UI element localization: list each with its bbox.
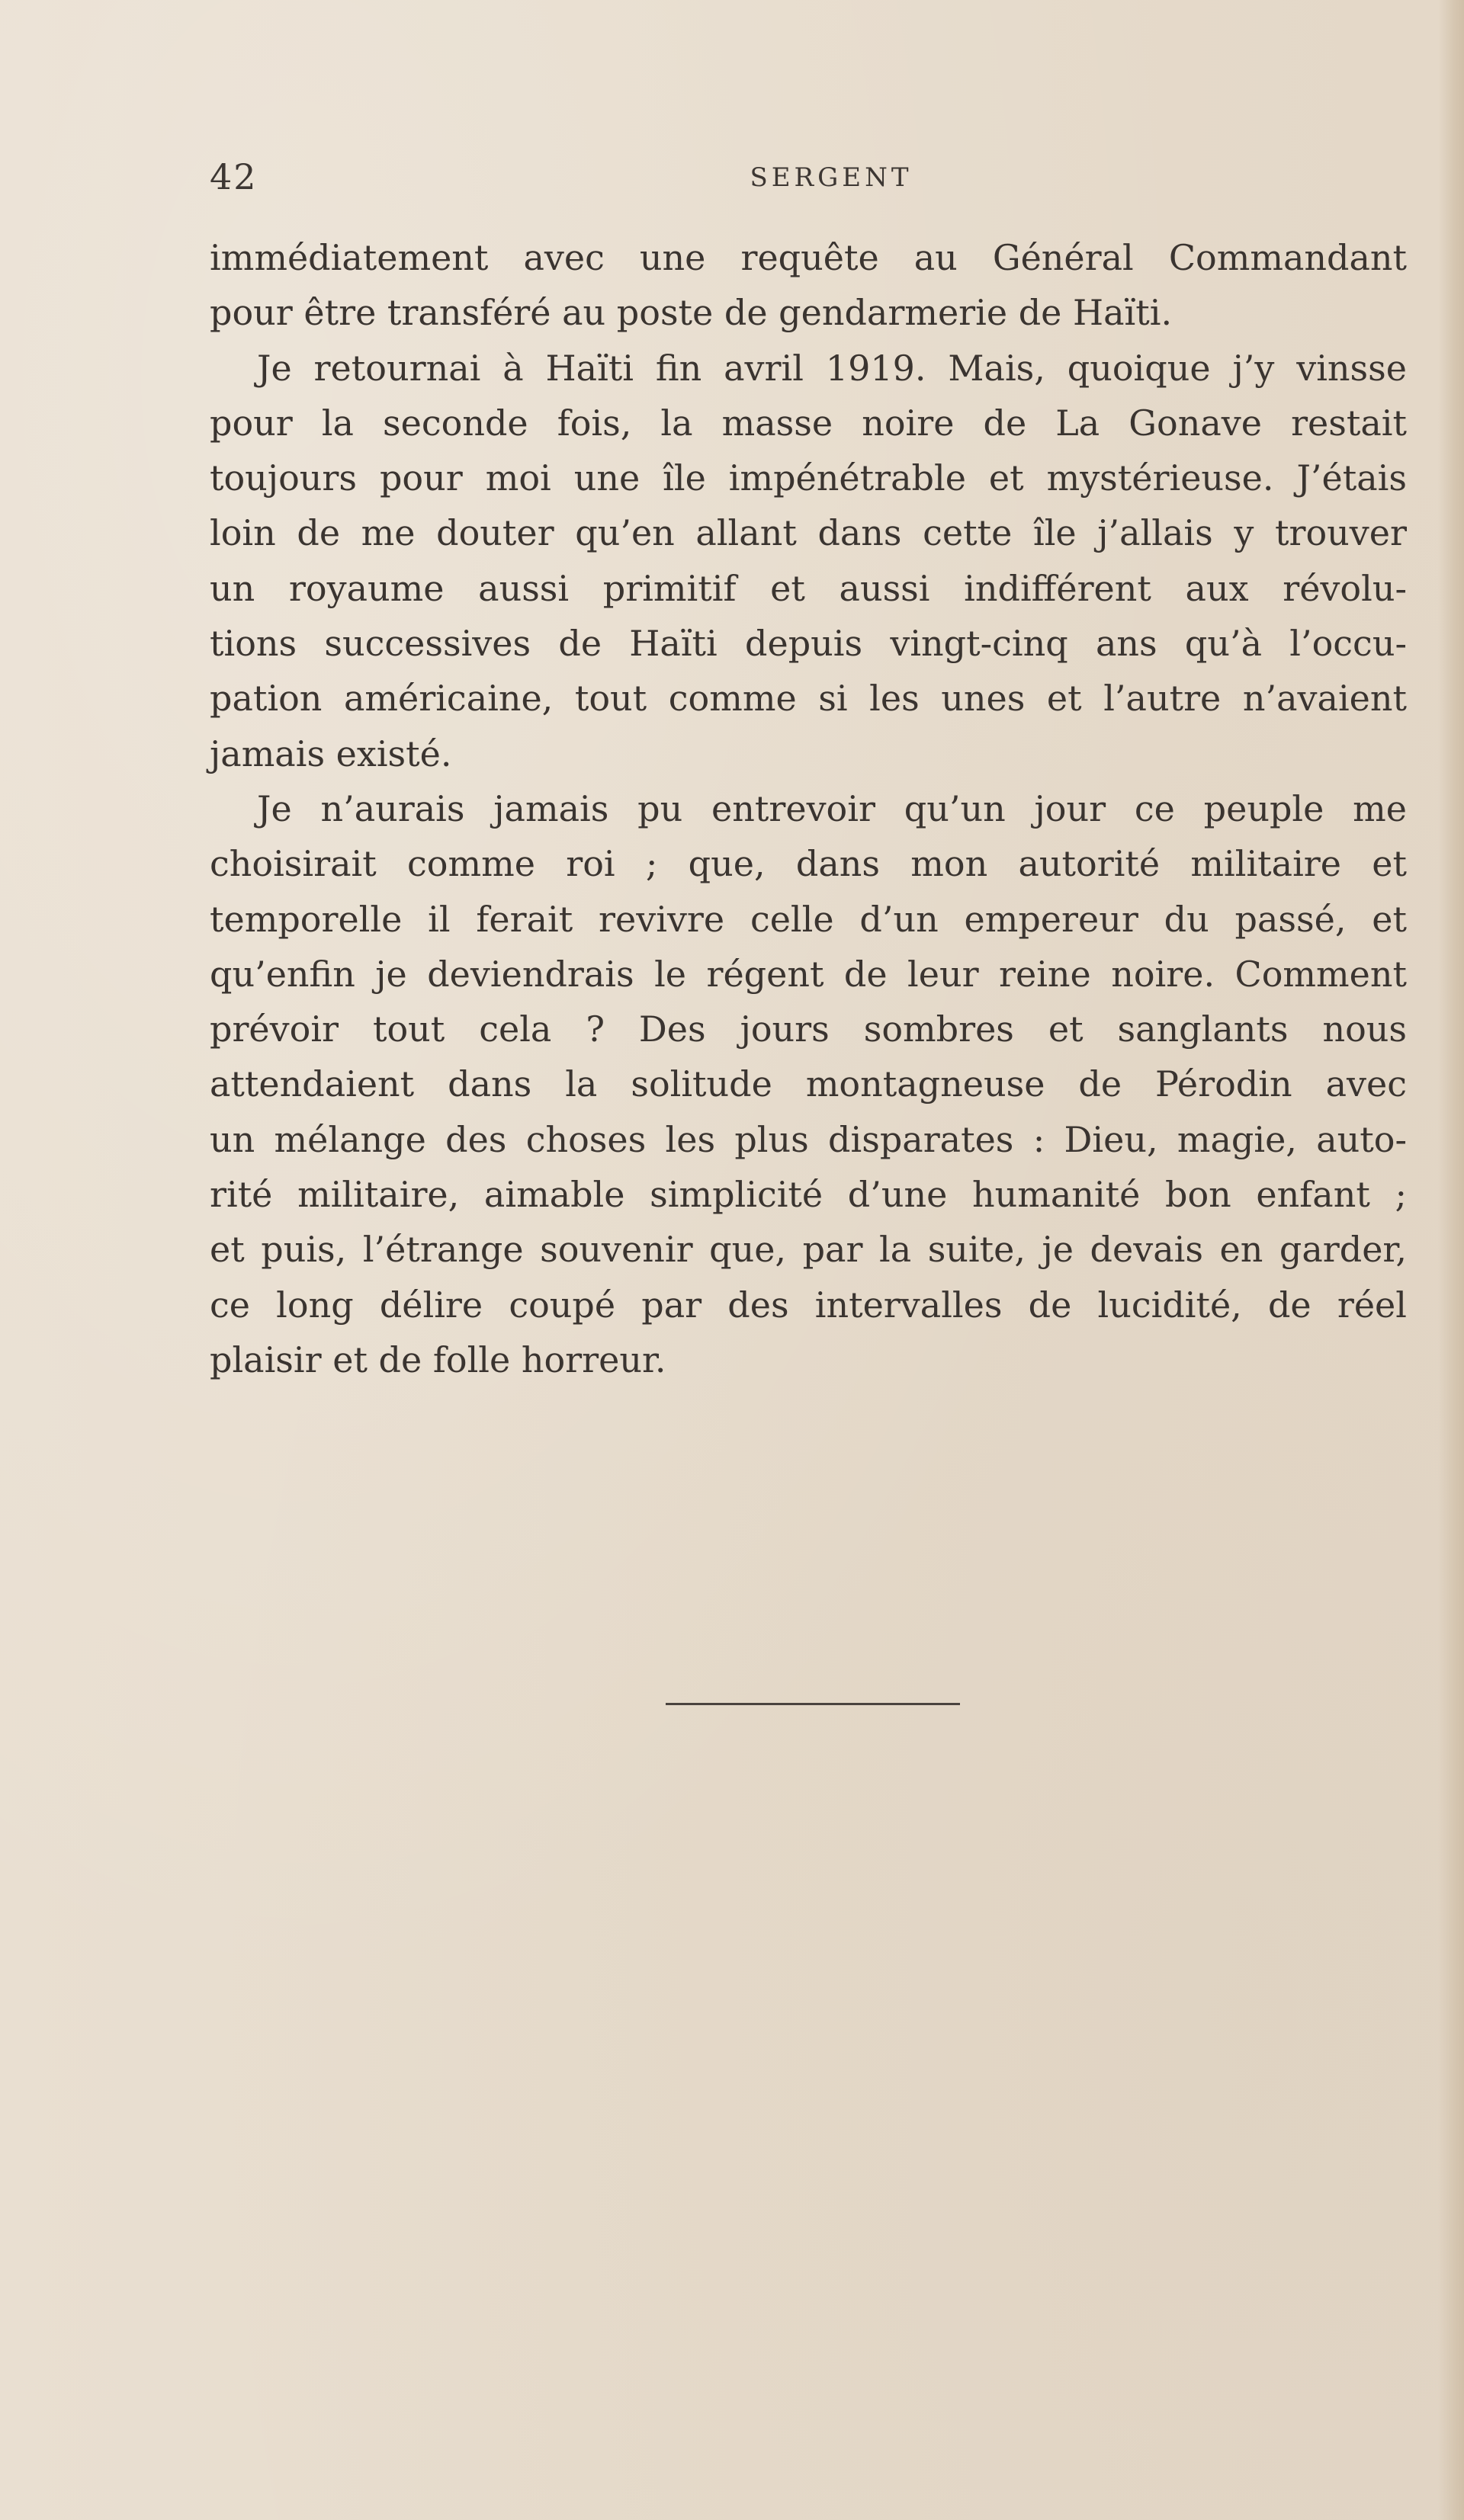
- text-line: pour la seconde fois, la masse noire de La Gonave restait: [210, 402, 1407, 444]
- page-number: 42: [210, 156, 258, 197]
- text-line: toujours pour moi une île impénétrable et mystérieuse. J’étais: [210, 457, 1407, 499]
- text-line: choisirait comme roi ; que, dans mon autorité militaire et: [210, 843, 1407, 885]
- text-line: jamais existé.: [210, 733, 452, 774]
- body-text: [210, 230, 1407, 1387]
- end-of-section-rule: [666, 1703, 960, 1705]
- text-line: rité militaire, aimable simplicité d’une humanité bon enfant ;: [210, 1174, 1407, 1216]
- text-line: Je n’aurais jamais pu entrevoir qu’un jour ce peuple me: [257, 787, 1407, 829]
- text-line: attendaient dans la solitude montagneuse de Pérodin avec: [210, 1063, 1407, 1105]
- text-line: pation américaine, tout comme si les unes et l’autre n’avaient: [210, 678, 1407, 720]
- running-head: [210, 156, 1407, 202]
- text-line: Je retournai à Haïti fin avril 1919. Mais, quoique j’y vinsse: [257, 347, 1407, 389]
- text-line: pour être transféré au poste de gendarmerie de Haïti.: [210, 292, 1173, 334]
- text-line: temporelle il ferait revivre celle d’un empereur du passé, et: [210, 898, 1407, 940]
- running-title: SERGENT: [750, 162, 913, 193]
- text-line: loin de me douter qu’en allant dans cette île j’allais y trouver: [210, 512, 1407, 554]
- text-line: plaisir et de folle horreur.: [210, 1339, 666, 1380]
- text-line: immédiatement avec une requête au Général Commandant: [210, 237, 1407, 278]
- text-line: et puis, l’étrange souvenir que, par la suite, je devais en garder,: [210, 1229, 1407, 1271]
- text-line: un mélange des choses les plus disparates : Dieu, magie, auto-: [210, 1118, 1407, 1160]
- text-line: qu’enfin je deviendrais le régent de leur reine noire. Comment: [210, 953, 1407, 995]
- page-edge-shadow: [1438, 0, 1464, 2520]
- text-line: prévoir tout cela ? Des jours sombres et sanglants nous: [210, 1008, 1407, 1050]
- text-line: ce long délire coupé par des intervalles de lucidité, de réel: [210, 1284, 1407, 1326]
- text-line: un royaume aussi primitif et aussi indifférent aux révolu-: [210, 567, 1407, 609]
- text-line: tions successives de Haïti depuis vingt-cinq ans qu’à l’occu-: [210, 623, 1407, 665]
